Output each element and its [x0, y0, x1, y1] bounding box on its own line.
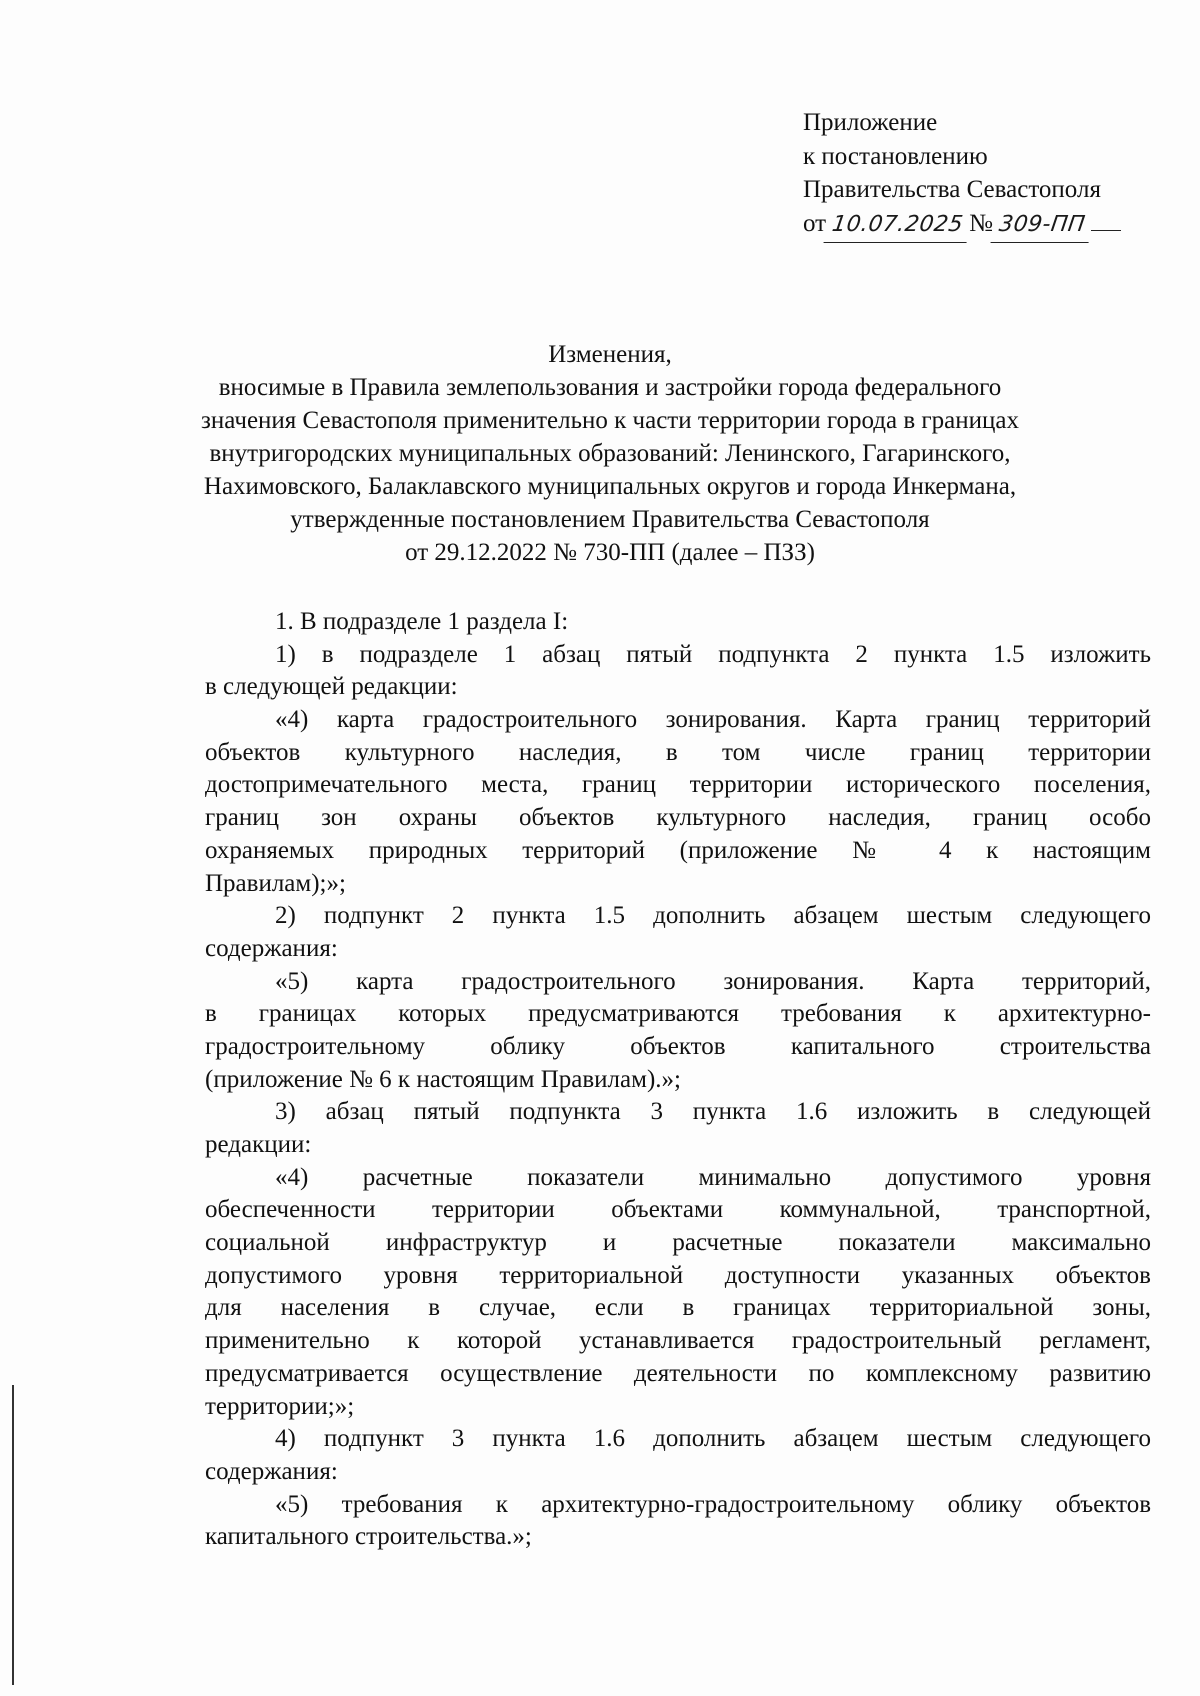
body-line: редакции:	[205, 1131, 312, 1158]
body-line: в границах которых предусматриваются требования к архитектурно-	[205, 1000, 1151, 1028]
number-sign: №	[969, 209, 993, 237]
body-line: для населения в случае, если в границах территориальной зоны,	[205, 1294, 1151, 1322]
title-line: от 29.12.2022 № 730-ПП (далее – ПЗЗ)	[405, 539, 815, 566]
body-line: Правилам);»;	[205, 869, 346, 897]
body-line: допустимого уровня территориальной доступности указанных объектов	[205, 1261, 1151, 1289]
body-line: 3) абзац пятый подпункта 3 пункта 1.6 изложить в следующей	[275, 1098, 1151, 1126]
body-line: границ зон охраны объектов культурного наследия, границ особо	[205, 804, 1151, 832]
appendix-title: Приложение	[803, 109, 938, 136]
title-line: внутригородских муниципальных образований: Ленинского, Гагаринского,	[209, 440, 1011, 467]
title-line: утвержденные постановлением Правительства Севастополя	[290, 506, 930, 533]
body-line: 1) в подразделе 1 абзац пятый подпункта 2 пункта 1.5 изложить	[275, 640, 1151, 668]
body-line: «5) требования к архитектурно-градостроительному облику объектов	[275, 1490, 1151, 1518]
body-line: 1. В подразделе 1 раздела I:	[275, 608, 569, 635]
appendix-government: Правительства Севастополя	[803, 176, 1101, 203]
body-line: «4) карта градостроительного зонирования. Карта границ территорий	[275, 706, 1151, 734]
body-line: содержания:	[205, 1457, 338, 1485]
appendix-block	[803, 106, 1173, 242]
body-line: 2) подпункт 2 пункта 1.5 дополнить абзацем шестым следующего	[275, 902, 1151, 930]
body-line: достопримечательного места, границ территории исторического поселения,	[205, 771, 1151, 799]
document-body	[205, 606, 1151, 1554]
body-line: 4) подпункт 3 пункта 1.6 дополнить абзацем шестым следующего	[275, 1425, 1151, 1453]
signature-underline	[1091, 229, 1121, 231]
title-line: Нахимовского, Балаклавского муниципальных округов и города Инкермана,	[203, 473, 1017, 500]
body-line: обеспеченности территории объектами коммунальной, транспортной,	[205, 1196, 1151, 1224]
handwritten-number: 309-ПП	[991, 208, 1094, 243]
body-line: территории;»;	[205, 1392, 355, 1420]
title-line: значения Севастополя применительно к части территории города в границах	[201, 407, 1019, 434]
body-line: «4) расчетные показатели минимально допустимого уровня	[275, 1163, 1151, 1191]
body-line: (приложение № 6 к настоящим Правилам).»;	[205, 1065, 681, 1093]
handwritten-date: 10.07.2025	[824, 208, 972, 243]
body-line: капитального строительства.»;	[205, 1523, 532, 1551]
date-prefix: от	[803, 209, 827, 237]
body-line: содержания:	[205, 934, 338, 962]
title-line: Изменения,	[548, 341, 672, 368]
scan-edge-mark	[12, 1385, 14, 1685]
appendix-date-number	[803, 207, 1173, 243]
appendix-resolution: к постановлению	[803, 142, 988, 170]
body-line: охраняемых природных территорий (приложение № 4 к настоящим	[205, 836, 1151, 864]
body-line: «5) карта градостроительного зонирования. Карта территорий,	[275, 967, 1151, 995]
body-line: градостроительному облику объектов капитального строительства	[205, 1032, 1151, 1060]
body-line: в следующей редакции:	[205, 673, 458, 701]
title-line: вносимые в Правила землепользования и застройки города федерального	[218, 374, 1002, 401]
document-title	[170, 338, 1050, 569]
body-line: предусматривается осуществление деятельности по комплексному развитию	[205, 1359, 1151, 1387]
body-line: применительно к которой устанавливается градостроительный регламент,	[205, 1327, 1151, 1355]
body-line: социальной инфраструктур и расчетные показатели максимально	[205, 1229, 1151, 1257]
body-line: объектов культурного наследия, в том числе границ территории	[205, 738, 1151, 766]
